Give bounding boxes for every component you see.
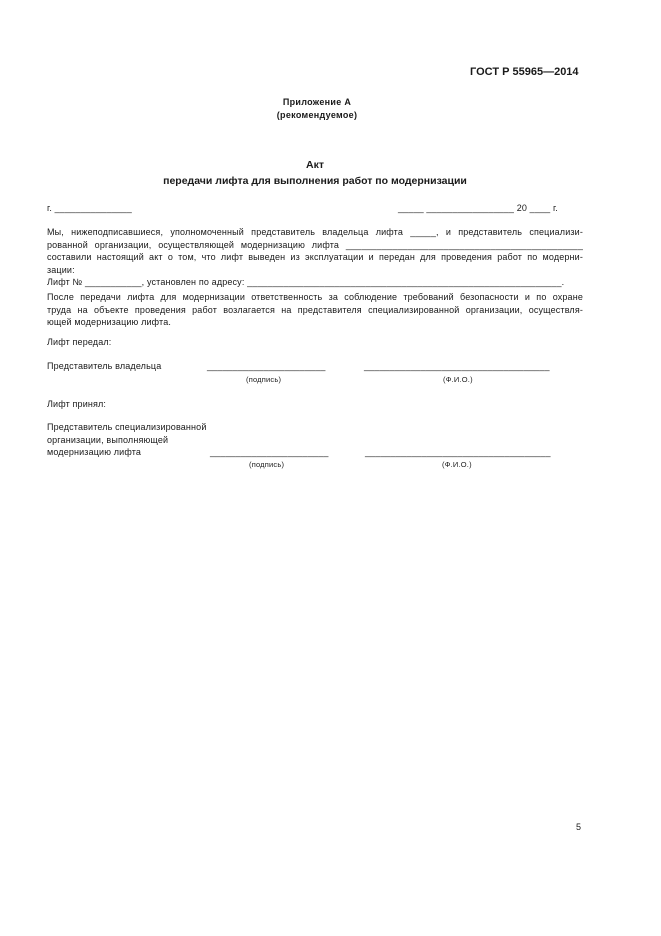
city-field: г. _______________: [47, 203, 132, 213]
owner-name-caption: (Ф.И.О.): [443, 375, 473, 384]
paragraph-line: составили настоящий акт о том, что лифт выведен из эксплуатации и передан для проведения работ по модерни-: [47, 252, 583, 262]
owner-signature-caption: (подпись): [246, 375, 282, 384]
paragraph-line: После передачи лифта для модернизации ответственность за соблюдение требований безопасности и по охране: [47, 292, 583, 302]
appendix-subtitle: (рекомендуемое): [276, 110, 358, 120]
paragraph-line: труда на объекте проведения работ возлагается на представителя специализированной организации, осуществля-: [47, 304, 583, 315]
org-rep-label-line: организации, выполняющей: [47, 434, 169, 445]
owner-name-line: ____________________________________: [364, 361, 550, 371]
owner-signature-line: _______________________: [207, 361, 326, 371]
organization-name-caption: (Ф.И.О.): [442, 460, 472, 469]
organization-signature-caption: (подпись): [249, 460, 285, 469]
document-header-standard: ГОСТ Р 55965—2014: [470, 66, 579, 78]
paragraph-line: зации:: [47, 264, 75, 275]
page-number: 5: [576, 822, 582, 832]
owner-representative-label: Представитель владельца: [47, 361, 162, 371]
organization-representative-label: [47, 421, 207, 459]
paragraph-line: Мы, нижеподписавшиеся, уполномоченный представитель владельца лифта _____, и представитель специализи-: [47, 227, 583, 237]
organization-name-line: ____________________________________: [365, 447, 551, 457]
org-rep-label-line: Представитель специализированной: [47, 422, 207, 432]
paragraph-line: рованной организации, осуществляющей модернизацию лифта ______________________________________________: [47, 239, 583, 250]
accepted-label: Лифт принял:: [47, 399, 107, 409]
paragraph-line: Лифт № ___________, установлен по адресу: _____________________________________________________________.: [47, 277, 565, 287]
act-paragraph-responsibility: [47, 291, 583, 329]
paragraph-line: ющей модернизацию лифта.: [47, 317, 172, 327]
org-rep-label-line: модернизацию лифта: [47, 447, 142, 457]
act-title: Акт: [306, 159, 324, 171]
act-subtitle: передачи лифта для выполнения работ по модернизации: [163, 175, 467, 187]
appendix-title: Приложение А: [282, 97, 352, 107]
organization-signature-line: _______________________: [210, 447, 329, 457]
act-paragraph-parties: [47, 226, 583, 289]
date-field: _____ _________________ 20 ____ г.: [398, 203, 558, 213]
handed-over-label: Лифт передал:: [47, 337, 112, 347]
